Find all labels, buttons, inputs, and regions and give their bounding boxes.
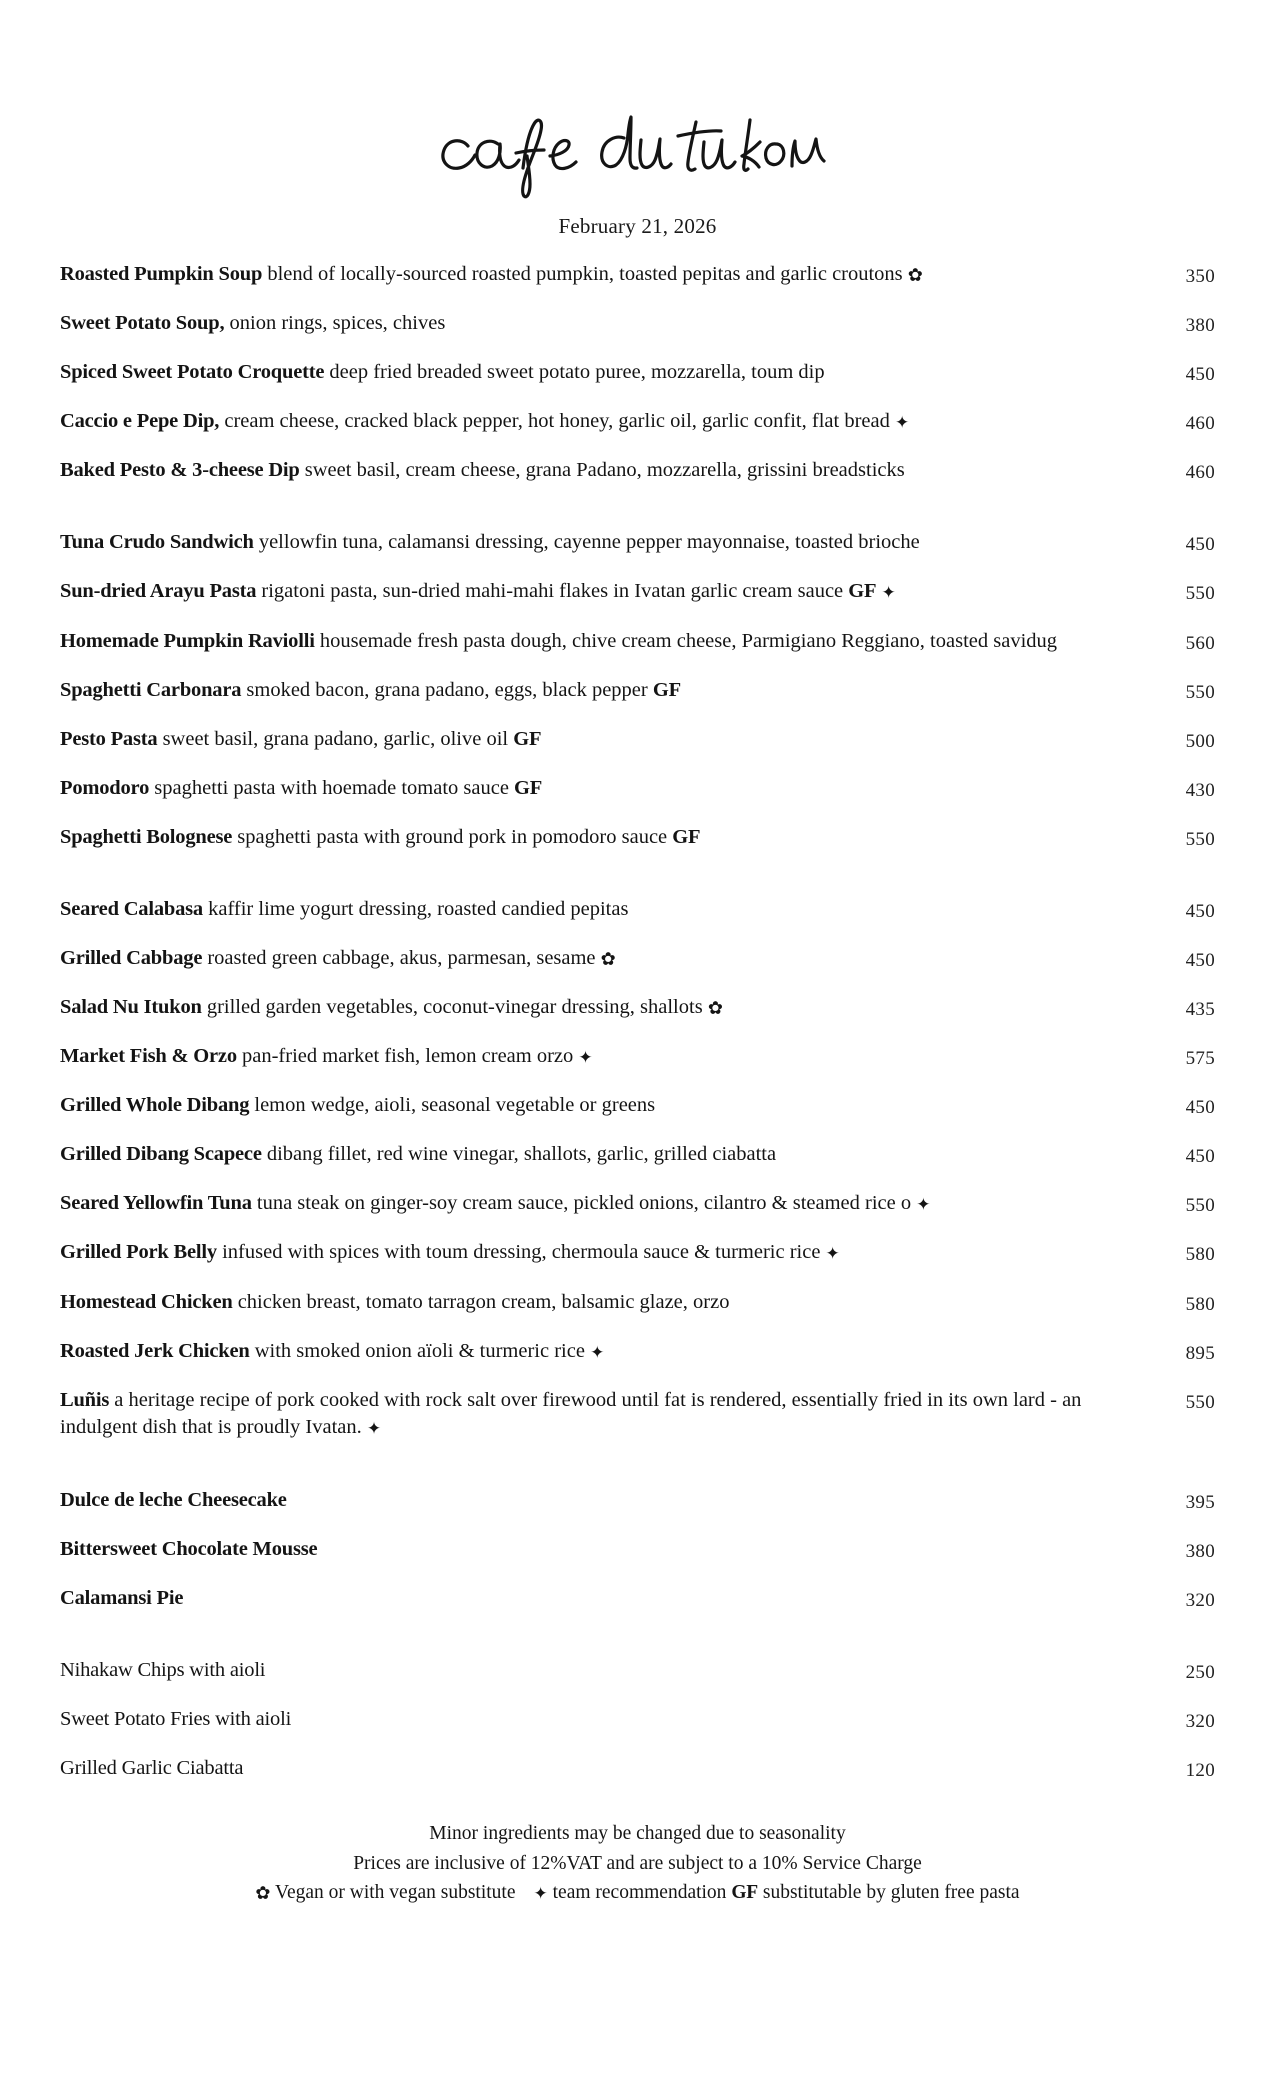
menu-item-row xyxy=(60,1387,1215,1441)
menu-header xyxy=(60,0,1215,239)
menu-item-price: 250 xyxy=(1185,1662,1215,1684)
menu-item-price: 460 xyxy=(1185,462,1215,484)
menu-item-row xyxy=(60,1755,1215,1783)
menu-item-description: infused with spices with toum dressing, chermoula sauce & turmeric rice xyxy=(216,1241,826,1264)
vegan-icon: ✿ xyxy=(255,1882,271,1904)
menu-sections-container xyxy=(60,261,1215,1783)
menu-item-price: 895 xyxy=(1185,1342,1215,1364)
menu-item-row xyxy=(60,359,1215,387)
menu-item-row xyxy=(60,1536,1215,1564)
menu-item-text xyxy=(60,529,1153,556)
menu-item-row xyxy=(60,408,1215,436)
menu-section-mains xyxy=(60,529,1215,852)
menu-item-price: 380 xyxy=(1185,1540,1215,1562)
menu-item-text xyxy=(60,1239,1153,1266)
menu-item-text xyxy=(60,994,1153,1021)
menu-item-text xyxy=(60,1755,1153,1782)
footer-note-seasonality: Minor ingredients may be changed due to seasonality xyxy=(429,1823,846,1845)
legend-gf-label: substitutable by gluten free pasta xyxy=(758,1881,1020,1903)
menu-item-row xyxy=(60,726,1215,754)
menu-item-price: 120 xyxy=(1185,1760,1215,1782)
menu-item-price: 550 xyxy=(1185,828,1215,850)
menu-item-description: lemon wedge, aioli, seasonal vegetable or greens xyxy=(249,1094,656,1117)
menu-item-text xyxy=(60,1387,1153,1441)
menu-item-description: yellowfin tuna, calamansi dressing, cayenne pepper mayonnaise, toasted brioche xyxy=(253,531,920,554)
menu-item-price: 500 xyxy=(1185,730,1215,752)
menu-item-description: rigatoni pasta, sun-dried mahi-mahi flakes in Ivatan garlic cream sauce xyxy=(256,580,849,603)
legend-vegan-label: Vegan or with vegan substitute xyxy=(270,1881,516,1903)
footer-legend xyxy=(60,1878,1215,1907)
menu-item-description: onion rings, spices, chives xyxy=(224,312,446,335)
menu-item-text xyxy=(60,896,1153,923)
menu-item-row xyxy=(60,457,1215,485)
menu-item-text xyxy=(60,945,1153,972)
menu-item-text xyxy=(60,1092,1153,1119)
menu-item-price: 450 xyxy=(1185,1097,1215,1119)
menu-item-text xyxy=(60,1487,1153,1514)
menu-item-row xyxy=(60,1141,1215,1169)
menu-item-text xyxy=(60,578,1153,605)
menu-footer xyxy=(60,1819,1215,1907)
menu-item-text xyxy=(60,1657,1153,1684)
menu-section-appetizers xyxy=(60,261,1215,485)
menu-item-name: Sun-dried Arayu Pasta xyxy=(60,580,257,603)
menu-item-description: dibang fillet, red wine vinegar, shallots, garlic, grilled ciabatta xyxy=(261,1143,777,1166)
gluten-free-tag: GF xyxy=(514,776,543,799)
menu-item-description: pan-fried market fish, lemon cream orzo xyxy=(236,1045,574,1068)
menu-item-text xyxy=(60,1585,1153,1612)
menu-item-row xyxy=(60,1585,1215,1613)
menu-item-row xyxy=(60,1657,1215,1685)
menu-item-price: 550 xyxy=(1185,1195,1215,1217)
menu-item-text xyxy=(60,677,1153,704)
menu-item-text xyxy=(60,726,1153,753)
menu-item-price: 350 xyxy=(1185,266,1215,287)
menu-item-price: 580 xyxy=(1185,1244,1215,1266)
gluten-free-tag: GF xyxy=(513,727,542,750)
menu-item-row xyxy=(60,1706,1215,1734)
gluten-free-tag: GF xyxy=(672,825,701,848)
menu-item-description: sweet basil, cream cheese, grana Padano, mozzarella, grissini breadsticks xyxy=(299,459,905,482)
menu-item-row xyxy=(60,628,1215,656)
menu-item-row xyxy=(60,896,1215,924)
vegan-icon: ✿ xyxy=(907,265,923,286)
menu-item-text xyxy=(60,824,1153,851)
menu-item-name: Spaghetti Carbonara xyxy=(60,678,242,701)
menu-item-name: Grilled Whole Dibang xyxy=(60,1094,250,1117)
menu-item-row xyxy=(60,1487,1215,1515)
menu-item-name: Bittersweet Chocolate Mousse xyxy=(60,1537,318,1560)
recommendation-icon: ✦ xyxy=(894,413,910,434)
menu-item-price: 395 xyxy=(1185,1491,1215,1513)
menu-item-price: 575 xyxy=(1185,1048,1215,1070)
menu-item-price: 450 xyxy=(1185,534,1215,556)
menu-item-name: Sweet Potato Fries with aioli xyxy=(60,1708,292,1731)
menu-item-description: housemade fresh pasta dough, chive cream cheese, Parmigiano Reggiano, toasted savidug xyxy=(314,629,1058,652)
menu-item-name: Pomodoro xyxy=(60,776,150,799)
menu-item-price: 450 xyxy=(1185,364,1215,386)
menu-item-text xyxy=(60,310,1153,337)
menu-item-name: Spiced Sweet Potato Croquette xyxy=(60,361,325,384)
legend-recommendation-label: team recommendation xyxy=(547,1881,732,1903)
menu-item-name: Tuna Crudo Sandwich xyxy=(60,531,254,554)
menu-item-text xyxy=(60,1141,1153,1168)
menu-item-name: Homemade Pumpkin Raviolli xyxy=(60,629,315,652)
menu-item-text xyxy=(60,1706,1153,1733)
gluten-free-tag: GF xyxy=(652,678,681,701)
menu-item-name: Grilled Garlic Ciabatta xyxy=(60,1757,244,1780)
gluten-free-tag: GF xyxy=(848,580,877,603)
menu-item-name: Sweet Potato Soup, xyxy=(60,312,225,335)
menu-item-price: 550 xyxy=(1185,1391,1215,1413)
menu-item-price: 450 xyxy=(1185,900,1215,922)
menu-item-text xyxy=(60,775,1153,802)
menu-item-name: Caccio e Pepe Dip, xyxy=(60,410,220,433)
menu-item-row xyxy=(60,994,1215,1022)
menu-item-description: cream cheese, cracked black pepper, hot honey, garlic oil, garlic confit, flat bread xyxy=(219,410,890,433)
menu-item-text xyxy=(60,261,1153,288)
menu-item-name: Grilled Pork Belly xyxy=(60,1241,217,1264)
menu-item-description: spaghetti pasta with hoemade tomato sauce xyxy=(149,776,515,799)
menu-item-description: a heritage recipe of pork cooked with rock salt over firewood until fat is rendered, essentially fried in its own lard - an indulgent dish that is proudly Ivatan. xyxy=(60,1388,1082,1438)
menu-item-row xyxy=(60,677,1215,705)
menu-item-name: Seared Yellowfin Tuna xyxy=(60,1192,252,1215)
menu-item-name: Dulce de leche Cheesecake xyxy=(60,1488,287,1511)
menu-item-price: 550 xyxy=(1185,583,1215,605)
recommendation-icon: ✦ xyxy=(916,1195,931,1216)
menu-item-text xyxy=(60,1043,1153,1070)
menu-item-name: Market Fish & Orzo xyxy=(60,1045,237,1068)
menu-item-row xyxy=(60,945,1215,973)
menu-section-sides xyxy=(60,1657,1215,1783)
menu-item-name: Roasted Pumpkin Soup xyxy=(60,263,263,285)
menu-item-row xyxy=(60,775,1215,803)
legend-vegan xyxy=(255,1882,515,1903)
menu-item-text xyxy=(60,1190,1153,1217)
menu-item-text xyxy=(60,1289,1153,1316)
menu-item-description: deep fried breaded sweet potato puree, mozzarella, toum dip xyxy=(324,361,825,384)
menu-item-description: roasted green cabbage, akus, parmesan, sesame xyxy=(202,947,601,970)
menu-item-row xyxy=(60,1043,1215,1071)
menu-item-row xyxy=(60,1239,1215,1267)
menu-item-price: 430 xyxy=(1185,779,1215,801)
vegan-icon: ✿ xyxy=(600,949,616,971)
menu-item-description: grilled garden vegetables, coconut-vinegar dressing, shallots xyxy=(201,996,708,1019)
menu-date: February 21, 2026 xyxy=(558,214,717,238)
menu-item-row xyxy=(60,824,1215,852)
menu-item-name: Calamansi Pie xyxy=(60,1586,184,1609)
legend-recommendation xyxy=(534,1882,1020,1903)
menu-item-price: 580 xyxy=(1185,1293,1215,1315)
menu-item-text xyxy=(60,408,1153,435)
menu-item-price: 550 xyxy=(1185,681,1215,703)
menu-item-name: Luñis xyxy=(60,1388,110,1411)
menu-item-description: chicken breast, tomato tarragon cream, balsamic glaze, orzo xyxy=(232,1290,730,1313)
menu-item-row xyxy=(60,310,1215,338)
menu-item-name: Nihakaw Chips with aioli xyxy=(60,1659,266,1682)
menu-item-description: sweet basil, grana padano, garlic, olive oil xyxy=(157,727,514,750)
menu-item-text xyxy=(60,628,1153,655)
menu-item-name: Roasted Jerk Chicken xyxy=(60,1339,250,1362)
gluten-free-tag: GF xyxy=(731,1881,758,1903)
menu-item-name: Grilled Cabbage xyxy=(60,947,203,970)
menu-item-price: 320 xyxy=(1185,1711,1215,1733)
menu-item-text xyxy=(60,1338,1153,1365)
menu-item-name: Seared Calabasa xyxy=(60,897,203,920)
menu-item-name: Spaghetti Bolognese xyxy=(60,825,233,848)
recommendation-icon: ✦ xyxy=(881,583,896,604)
menu-item-name: Baked Pesto & 3-cheese Dip xyxy=(60,459,300,482)
footer-note-prices: Prices are inclusive of 12%VAT and are subject to a 10% Service Charge xyxy=(353,1852,922,1874)
recommendation-icon: ✦ xyxy=(825,1244,840,1265)
recommendation-icon: ✦ xyxy=(366,1418,382,1439)
recommendation-icon: ✦ xyxy=(590,1342,605,1363)
menu-item-description: spaghetti pasta with ground pork in pomodoro sauce xyxy=(232,825,673,848)
menu-item-price: 450 xyxy=(1185,950,1215,972)
menu-item-description: kaffir lime yogurt dressing, roasted candied pepitas xyxy=(202,897,629,920)
menu-item-description: smoked bacon, grana padano, eggs, black pepper xyxy=(241,678,653,701)
menu-item-name: Homestead Chicken xyxy=(60,1290,233,1313)
menu-item-row xyxy=(60,578,1215,606)
vegan-icon: ✿ xyxy=(707,998,723,1020)
menu-item-price: 560 xyxy=(1185,632,1215,654)
menu-item-row xyxy=(60,261,1215,289)
menu-section-desserts xyxy=(60,1487,1215,1613)
menu-item-price: 450 xyxy=(1185,1146,1215,1168)
menu-item-description: tuna steak on ginger-soy cream sauce, pickled onions, cilantro & steamed rice o xyxy=(251,1192,912,1215)
recommendation-icon: ✦ xyxy=(578,1048,593,1069)
menu-item-name: Pesto Pasta xyxy=(60,727,158,750)
menu-item-row xyxy=(60,1190,1215,1218)
menu-item-price: 460 xyxy=(1185,413,1215,435)
menu-item-price: 380 xyxy=(1185,315,1215,337)
menu-item-text xyxy=(60,1536,1153,1563)
menu-item-row xyxy=(60,529,1215,557)
menu-item-price: 435 xyxy=(1185,999,1215,1021)
menu-item-name: Salad Nu Itukon xyxy=(60,996,202,1019)
menu-item-row xyxy=(60,1289,1215,1317)
menu-item-name: Grilled Dibang Scapece xyxy=(60,1143,262,1166)
menu-item-description: with smoked onion aïoli & turmeric rice xyxy=(249,1339,591,1362)
menu-item-description: blend of locally-sourced roasted pumpkin, toasted pepitas and garlic croutons xyxy=(262,263,908,285)
menu-item-text xyxy=(60,457,1153,484)
menu-item-row xyxy=(60,1092,1215,1120)
menu-item-text xyxy=(60,359,1153,386)
recommendation-icon: ✦ xyxy=(533,1883,548,1904)
menu-item-row xyxy=(60,1338,1215,1366)
restaurant-logo-title xyxy=(428,108,848,200)
menu-section-plates xyxy=(60,896,1215,1441)
menu-item-price: 320 xyxy=(1185,1589,1215,1611)
